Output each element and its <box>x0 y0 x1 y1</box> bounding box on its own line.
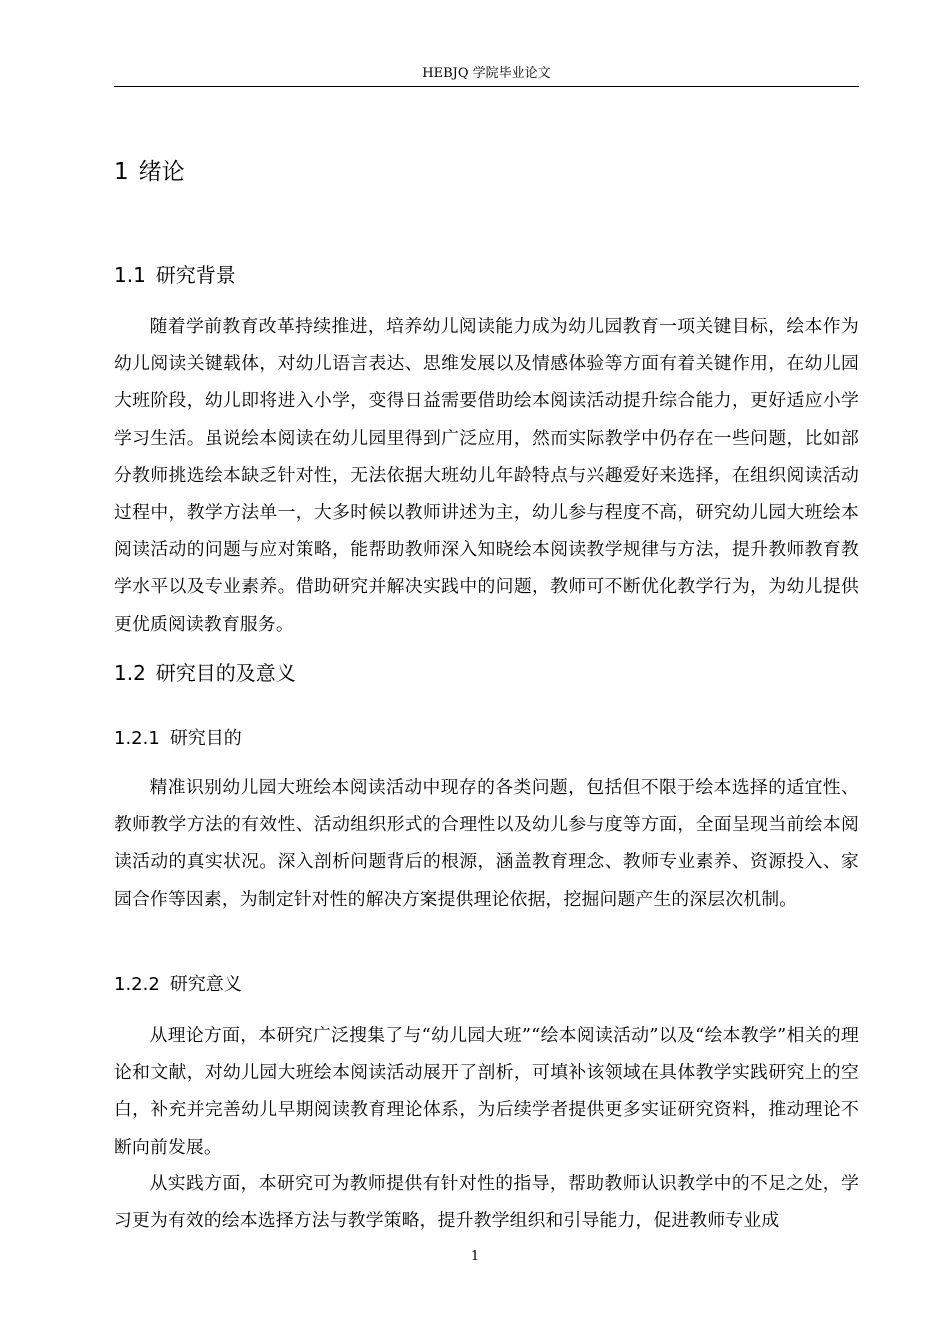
subsection-title: 研究目的 <box>169 728 242 749</box>
chapter-number: 1 <box>114 159 129 185</box>
section-title: 研究背景 <box>155 263 236 287</box>
subsection-heading-1-2-1 <box>114 724 242 754</box>
section-title: 研究目的及意义 <box>155 661 296 685</box>
paragraph-research-significance-practice: 从实践方面，本研究可为教师提供有针对性的指导，帮助教师认识教学中的不足之处，学习更为有效的绘本选择方法与教学策略，提升教学组织和引导能力，促进教师专业成 <box>114 1173 859 1232</box>
section-heading-1-2 <box>114 656 296 690</box>
subsection-number: 1.2.2 <box>114 974 160 995</box>
subsection-heading-1-2-2 <box>114 970 242 1000</box>
subsection-title: 研究意义 <box>169 974 242 995</box>
paragraph-research-significance-theory: 从理论方面，本研究广泛搜集了与“幼儿园大班”“绘本阅读活动”以及“绘本教学”相关的理论和文献，对幼儿园大班绘本阅读活动展开了剖析，可填补该领域在具体教学实践研究上的空白，补充并完善幼儿早期阅读教育理论体系，为后续学者提供更多实证研究资料，推动理论不断向前发展。 <box>114 1025 859 1158</box>
running-header: HEBJQ 学院毕业论文 <box>114 62 859 87</box>
section-number: 1.2 <box>114 661 146 685</box>
chapter-title: 绪论 <box>138 159 185 185</box>
paragraph-research-purpose: 精准识别幼儿园大班绘本阅读活动中现存的各类问题，包括但不限于绘本选择的适宜性、教师教学方法的有效性、活动组织形式的合理性以及幼儿参与度等方面，全面呈现当前绘本阅读活动的真实状况。深入剖析问题背后的根源，涵盖教育理念、教师专业素养、资源投入、家园合作等因素，为制定针对性的解决方案提供理论依据，挖掘问题产生的深层次机制。 <box>114 777 859 910</box>
section-heading-1-1 <box>114 258 236 292</box>
chapter-heading <box>114 152 185 192</box>
paragraph-research-background: 随着学前教育改革持续推进，培养幼儿阅读能力成为幼儿园教育一项关键目标，绘本作为幼儿阅读关键载体，对幼儿语言表达、思维发展以及情感体验等方面有着关键作用，在幼儿园大班阶段，幼儿即将进入小学，变得日益需要借助绘本阅读活动提升综合能力，更好适应小学学习生活。虽说绘本阅读在幼儿园里得到广泛应用，然而实际教学中仍存在一些问题，比如部分教师挑选绘本缺乏针对性，无法依据大班幼儿年龄特点与兴趣爱好来选择，在组织阅读活动过程中，教学方法单一，大多时候以教师讲述为主，幼儿参与程度不高，研究幼儿园大班绘本阅读活动的问题与应对策略，能帮助教师深入知晓绘本阅读教学规律与方法，提升教师教育教学水平以及专业素养。借助研究并解决实践中的问题，教师可不断优化教学行为，为幼儿提供更优质阅读教育服务。 <box>114 316 859 635</box>
page-number: 1 <box>470 1249 480 1264</box>
section-number: 1.1 <box>114 263 146 287</box>
subsection-number: 1.2.1 <box>114 728 160 749</box>
